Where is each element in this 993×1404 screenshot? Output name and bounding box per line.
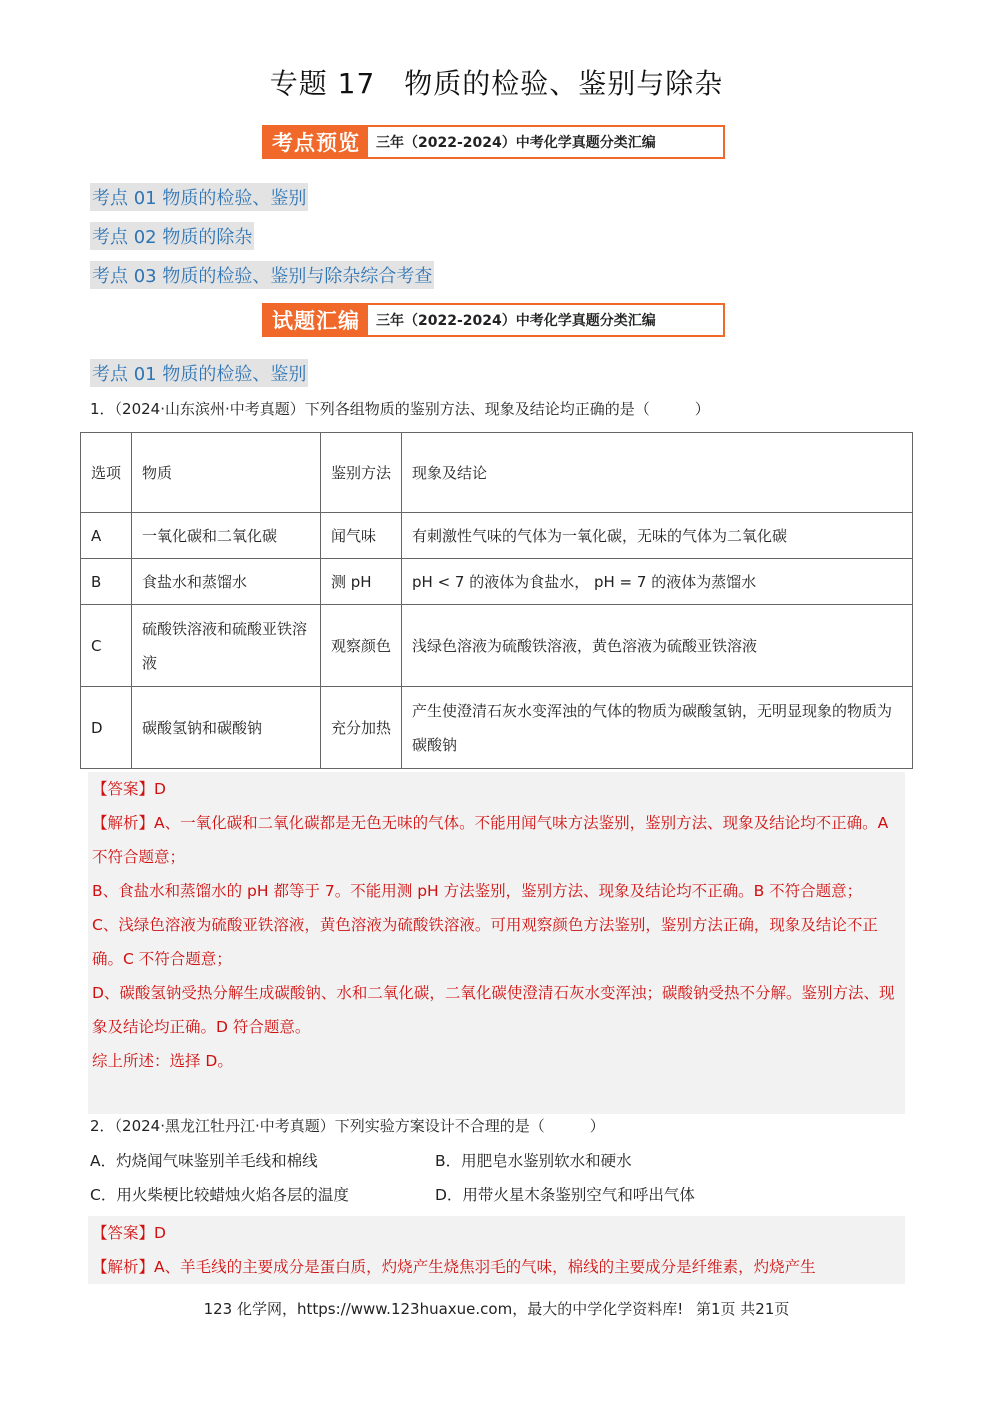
table-row xyxy=(81,605,913,687)
question-2-option-c: C．用火柴梗比较蜡烛火焰各层的温度 xyxy=(90,1186,349,1204)
cell-substance: 硫酸铁溶液和硫酸亚铁溶液 xyxy=(132,605,321,687)
footer-page-number: 第1页 共21页 xyxy=(696,1300,790,1318)
question-2-answer-block xyxy=(88,1216,905,1284)
page-title: 专题 17 物质的检验、鉴别与除杂 xyxy=(269,67,724,100)
answer-label: 【答案】D xyxy=(92,780,166,798)
question-1-table xyxy=(80,432,913,769)
banner-questions-tag: 试题汇编 xyxy=(264,305,368,335)
cell-option: B xyxy=(81,559,132,605)
question-2-option-d: D．用带火星木条鉴别空气和呼出气体 xyxy=(435,1186,695,1204)
header-result: 现象及结论 xyxy=(402,433,913,513)
cell-result: pH < 7 的液体为食盐水， pH = 7 的液体为蒸馏水 xyxy=(402,559,913,605)
cell-option: D xyxy=(81,687,132,769)
question-2-option-a: A．灼烧闻气味鉴别羊毛线和棉线 xyxy=(90,1152,318,1170)
analysis-paragraph: C、浅绿色溶液为硫酸亚铁溶液，黄色溶液为硫酸铁溶液。可用观察颜色方法鉴别，鉴别方法正确，现象及结论不正确。C 不符合题意； xyxy=(92,916,878,968)
table-row xyxy=(81,513,913,559)
cell-method: 测 pH xyxy=(321,559,402,605)
toc-link-03[interactable]: 考点 03 物质的检验、鉴别与除杂综合考查 xyxy=(90,261,434,289)
question-1-answer-block xyxy=(88,772,905,1114)
table-row xyxy=(81,687,913,769)
table-header-row xyxy=(81,433,913,513)
cell-option: A xyxy=(81,513,132,559)
analysis-conclusion: 综上所述：选择 D。 xyxy=(92,1052,233,1070)
cell-substance: 食盐水和蒸馏水 xyxy=(132,559,321,605)
cell-method: 充分加热 xyxy=(321,687,402,769)
analysis-paragraph: 【解析】A、一氧化碳和二氧化碳都是无色无味的气体。不能用闻气味方法鉴别，鉴别方法、现象及结论均不正确。A 不符合题意； xyxy=(92,814,889,866)
banner-preview xyxy=(262,125,725,159)
analysis-paragraph: 【解析】A、羊毛线的主要成分是蛋白质，灼烧产生烧焦羽毛的气味，棉线的主要成分是纤维素，灼烧产生 xyxy=(92,1258,816,1276)
cell-substance: 碳酸氢钠和碳酸钠 xyxy=(132,687,321,769)
cell-result: 有刺激性气味的气体为一氧化碳，无味的气体为二氧化碳 xyxy=(402,513,913,559)
header-substance: 物质 xyxy=(132,433,321,513)
footer-site: 123 化学网，https://www.123huaxue.com，最大的中学化学资料库! xyxy=(203,1300,684,1318)
question-2-stem: 2．（2024·黑龙江牡丹江·中考真题）下列实验方案设计不合理的是（ ） xyxy=(90,1117,605,1135)
section-heading[interactable]: 考点 01 物质的检验、鉴别 xyxy=(90,359,308,387)
cell-method: 观察颜色 xyxy=(321,605,402,687)
question-1-stem: 1．（2024·山东滨州·中考真题）下列各组物质的鉴别方法、现象及结论均正确的是（ ） xyxy=(90,400,710,418)
page-footer xyxy=(0,1298,993,1319)
cell-result: 产生使澄清石灰水变浑浊的气体的物质为碳酸氢钠，无明显现象的物质为碳酸钠 xyxy=(402,687,913,769)
table-row xyxy=(81,559,913,605)
banner-questions-text: 三年（2022-2024）中考化学真题分类汇编 xyxy=(376,313,656,329)
banner-preview-text: 三年（2022-2024）中考化学真题分类汇编 xyxy=(376,135,656,151)
banner-questions xyxy=(262,303,725,337)
toc-link-02[interactable]: 考点 02 物质的除杂 xyxy=(90,222,254,250)
banner-preview-tag: 考点预览 xyxy=(264,127,368,157)
question-2-option-b: B．用肥皂水鉴别软水和硬水 xyxy=(435,1152,632,1170)
cell-option: C xyxy=(81,605,132,687)
answer-label: 【答案】D xyxy=(92,1224,166,1242)
analysis-paragraph: B、食盐水和蒸馏水的 pH 都等于 7。不能用测 pH 方法鉴别，鉴别方法、现象及结论均不正确。B 不符合题意； xyxy=(92,882,863,900)
cell-result: 浅绿色溶液为硫酸铁溶液，黄色溶液为硫酸亚铁溶液 xyxy=(402,605,913,687)
cell-method: 闻气味 xyxy=(321,513,402,559)
toc-link-01[interactable]: 考点 01 物质的检验、鉴别 xyxy=(90,183,308,211)
header-method: 鉴别方法 xyxy=(321,433,402,513)
cell-substance: 一氧化碳和二氧化碳 xyxy=(132,513,321,559)
analysis-paragraph: D、碳酸氢钠受热分解生成碳酸钠、水和二氧化碳，二氧化碳使澄清石灰水变浑浊；碳酸钠受热不分解。鉴别方法、现象及结论均正确。D 符合题意。 xyxy=(92,984,895,1036)
header-option: 选项 xyxy=(81,433,132,513)
